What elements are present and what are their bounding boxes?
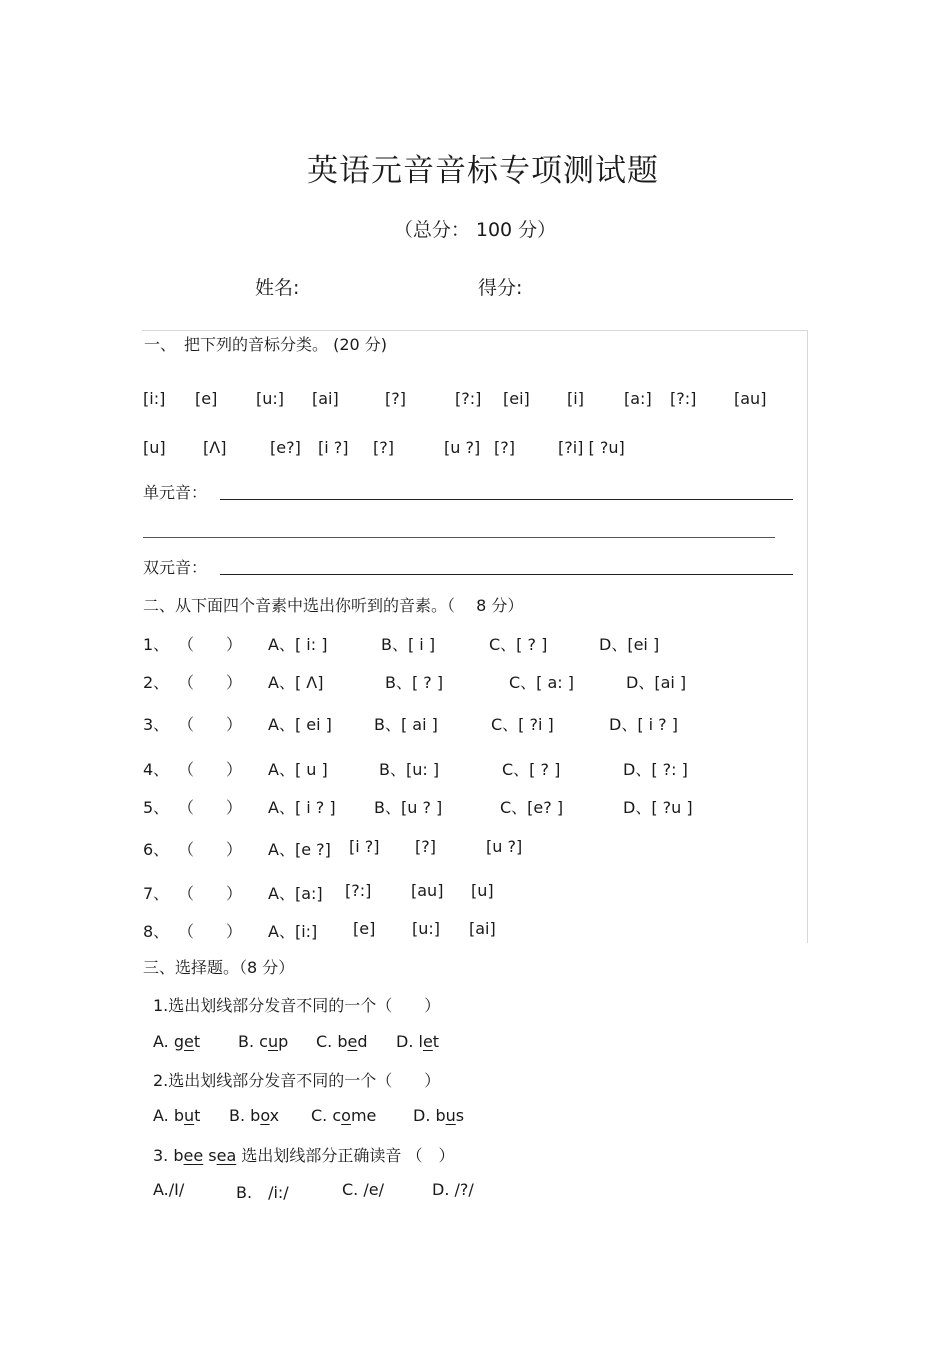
option-b[interactable]: B. cup [238, 1032, 289, 1051]
option-b: [?:] [345, 881, 372, 900]
symbol: [ei] [503, 389, 530, 408]
option-a[interactable]: A. get [153, 1032, 201, 1051]
answer-blank[interactable]: （ ） [178, 760, 243, 779]
question-number: 2、 [143, 673, 170, 692]
option-a: A、[ ei ] [268, 715, 332, 734]
option-c: [?] [415, 837, 436, 856]
question-number: 6、 [143, 840, 170, 859]
symbol: [?:] [670, 389, 697, 408]
option-a[interactable]: A./I/ [153, 1180, 185, 1199]
question-number: 1、 [143, 635, 170, 654]
symbol: [?] [494, 438, 515, 457]
option-d: D、[ ?u ] [623, 798, 693, 817]
answer-blank[interactable]: （ ） [178, 840, 243, 859]
option-a: A、[ Λ] [268, 673, 324, 692]
option-a: A、[i:] [268, 922, 318, 941]
option-a: A、[e ?] [268, 840, 331, 859]
answer-blank[interactable]: （ ） [178, 884, 243, 903]
answer-blank[interactable]: （ ） [178, 922, 243, 941]
monophthong-answer-line-2[interactable] [143, 537, 775, 538]
question-number: 8、 [143, 922, 170, 941]
option-b[interactable]: B. /i:/ [236, 1183, 289, 1202]
symbol: [ai] [312, 389, 339, 408]
question-number: 7、 [143, 884, 170, 903]
option-a: A、[ u ] [268, 760, 328, 779]
option-b: [i ?] [349, 837, 380, 856]
option-d[interactable]: D. bus [413, 1106, 465, 1125]
symbol: [u ?] [444, 438, 481, 457]
question-number: 4、 [143, 760, 170, 779]
choice-question-1: 1.选出划线部分发音不同的一个（ ） [153, 996, 441, 1015]
section3-heading: 三、选择题。（8 分） [143, 958, 295, 977]
option-d: D、[ei ] [599, 635, 660, 654]
score-label: 得分: [478, 277, 523, 299]
page-title: 英语元音音标专项测试题 [307, 153, 659, 189]
option-d: D、[ai ] [626, 673, 687, 692]
option-b: B、[u: ] [379, 760, 440, 779]
option-d: [u] [471, 881, 494, 900]
answer-blank[interactable]: （ ） [178, 635, 243, 654]
symbol: [?i] [ ?u] [558, 438, 625, 457]
option-b: B、[ ai ] [374, 715, 438, 734]
total-score: （总分： 100 分） [393, 219, 557, 241]
option-c: C、[e? ] [500, 798, 564, 817]
choice-question-2: 2.选出划线部分发音不同的一个（ ） [153, 1071, 441, 1090]
answer-blank[interactable]: （ ） [178, 673, 243, 692]
option-a: A、[ i: ] [268, 635, 328, 654]
option-c: [au] [411, 881, 444, 900]
option-b: B、[ i ] [381, 635, 436, 654]
option-c: [u:] [412, 919, 441, 938]
option-c: C、[ a: ] [509, 673, 575, 692]
option-c: C、[ ?i ] [491, 715, 554, 734]
option-d[interactable]: D. let [396, 1032, 440, 1051]
option-a[interactable]: A. but [153, 1106, 201, 1125]
diphthong-answer-line[interactable] [220, 574, 793, 575]
question-number: 5、 [143, 798, 170, 817]
option-c[interactable]: C. bed [316, 1032, 368, 1051]
symbol: [?] [385, 389, 406, 408]
section1-heading: 一、 把下列的音标分类。 (20 分) [144, 335, 388, 354]
option-b: B、[u ? ] [374, 798, 443, 817]
option-c[interactable]: C. come [311, 1106, 377, 1125]
symbol: [e] [195, 389, 218, 408]
section2-heading: 二、从下面四个音素中选出你听到的音素。（ 8 分） [143, 596, 524, 615]
option-c: C、[ ? ] [502, 760, 561, 779]
name-label: 姓名: [255, 277, 300, 299]
answer-blank[interactable]: （ ） [178, 798, 243, 817]
symbol: [i:] [143, 389, 166, 408]
symbol: [u] [143, 438, 166, 457]
symbol: [u:] [256, 389, 285, 408]
answer-blank[interactable]: （ ） [178, 715, 243, 734]
option-b: B、[ ? ] [385, 673, 444, 692]
option-d: D、[ ?: ] [623, 760, 688, 779]
diphthong-label: 双元音： [143, 558, 208, 577]
choice-question-3: 3. bee sea 选出划线部分正确读音 （ ） [153, 1146, 455, 1165]
symbol: [a:] [624, 389, 652, 408]
option-c[interactable]: C. /e/ [342, 1180, 384, 1199]
option-d: D、[ i ? ] [609, 715, 679, 734]
symbol: [i] [567, 389, 584, 408]
option-b: [e] [353, 919, 376, 938]
symbol: [?:] [455, 389, 482, 408]
monophthong-answer-line[interactable] [220, 499, 793, 500]
symbol: [au] [734, 389, 767, 408]
symbol: [Λ] [203, 438, 227, 457]
symbol: [i ?] [318, 438, 349, 457]
option-d[interactable]: D. /?/ [432, 1180, 474, 1199]
option-a: A、[a:] [268, 884, 323, 903]
symbol: [e?] [270, 438, 301, 457]
option-b[interactable]: B. box [229, 1106, 280, 1125]
question-number: 3、 [143, 715, 170, 734]
monophthong-label: 单元音： [143, 483, 208, 502]
option-a: A、[ i ? ] [268, 798, 336, 817]
option-d: [ai] [469, 919, 496, 938]
option-d: [u ?] [486, 837, 523, 856]
symbol: [?] [373, 438, 394, 457]
option-c: C、[ ? ] [489, 635, 548, 654]
